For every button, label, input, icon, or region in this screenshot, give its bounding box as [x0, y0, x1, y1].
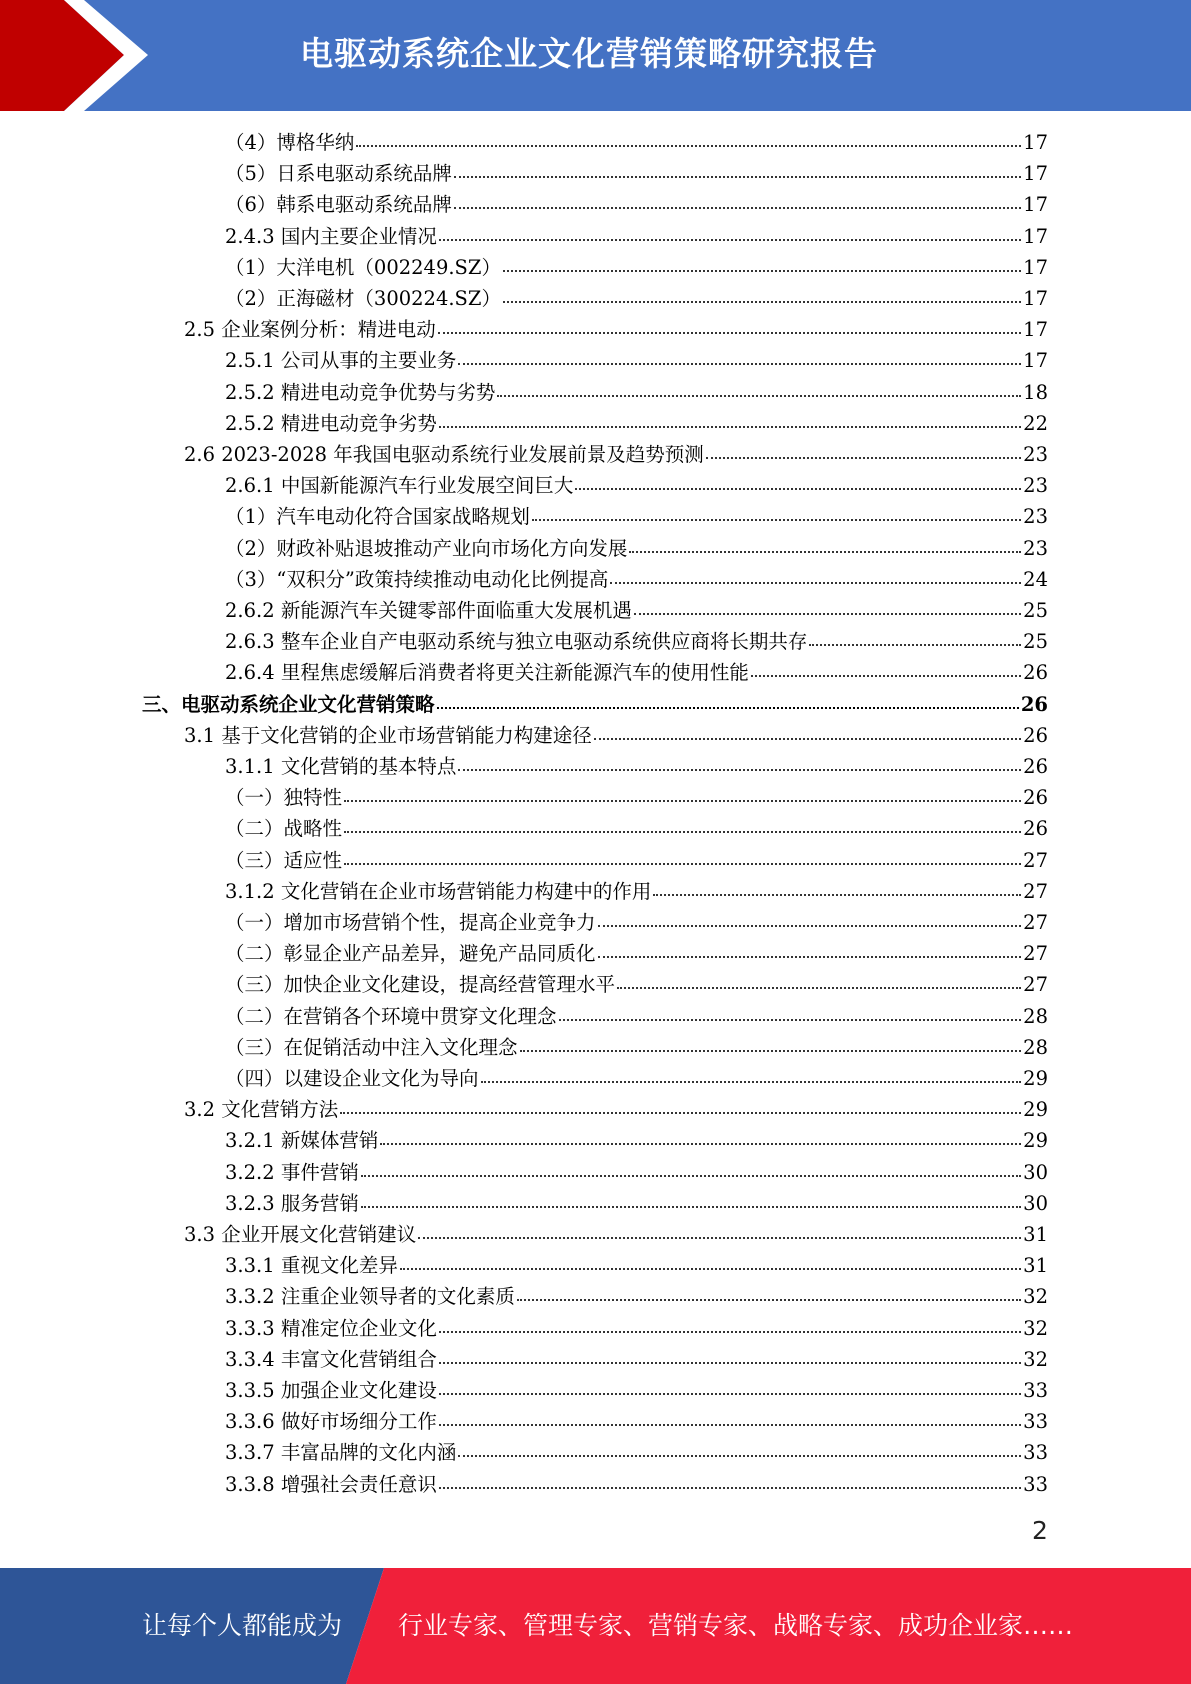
toc-entry-page: 29: [1023, 1067, 1048, 1090]
toc-entry[interactable]: [225, 969, 1048, 1000]
toc-entry-page: 17: [1023, 318, 1048, 342]
toc-entry-label: （5）日系电驱动系统品牌: [225, 162, 452, 186]
toc-entry[interactable]: [225, 252, 1048, 283]
toc-entry[interactable]: [225, 938, 1048, 969]
toc-entry-label: （2）财政补贴退坡推动产业向市场化方向发展: [225, 536, 628, 560]
toc-dot-leader: [559, 1018, 1022, 1021]
toc-entry-label: 3.1.1 文化营销的基本特点: [225, 755, 457, 778]
toc-entry[interactable]: [225, 1469, 1048, 1500]
toc-dot-leader: [575, 487, 1021, 490]
toc-entry[interactable]: [225, 470, 1048, 501]
toc-entry[interactable]: [225, 221, 1048, 252]
toc-entry-page: 17: [1023, 193, 1048, 217]
toc-entry[interactable]: [225, 377, 1048, 408]
toc-entry[interactable]: [225, 782, 1048, 813]
toc-entry-page: 17: [1023, 224, 1048, 248]
toc-dot-leader: [458, 362, 1021, 365]
toc-entry-page: 31: [1023, 1254, 1048, 1278]
toc-dot-leader: [454, 206, 1021, 209]
toc-dot-leader: [497, 394, 1021, 397]
toc-dot-leader: [458, 1454, 1021, 1457]
toc-dot-leader: [344, 799, 1021, 802]
toc-entry-label: 3.3.1 重视文化差异: [225, 1254, 398, 1278]
toc-entry-label: 2.4.3 国内主要企业情况: [225, 224, 437, 248]
toc-entry-label: 3.3.3 精准定位企业文化: [225, 1316, 437, 1340]
toc-entry[interactable]: [225, 1406, 1048, 1437]
toc-entry[interactable]: [225, 1344, 1048, 1375]
toc-entry-label: 3.3.7 丰富品牌的文化内涵: [225, 1441, 457, 1465]
toc-entry-label: （三）在促销活动中注入文化理念: [225, 1035, 518, 1059]
toc-entry-label: （2）正海磁材（300224.SZ）: [225, 287, 501, 310]
toc-entry-label: 2.6 2023-2028 年我国电驱动系统行业发展前景及趋势预测: [184, 443, 704, 466]
toc-dot-leader: [439, 1486, 1021, 1489]
toc-entry-label: （6）韩系电驱动系统品牌: [225, 193, 452, 217]
toc-entry-label: 3.1 基于文化营销的企业市场营销能力构建途径: [184, 723, 592, 747]
toc-dot-leader: [439, 1330, 1021, 1333]
toc-dot-leader: [598, 924, 1022, 927]
toc-entry-label: 3.2.2 事件营销: [225, 1160, 359, 1184]
toc-entry-label: 2.5.1 公司从事的主要业务: [225, 349, 457, 373]
toc-entry-page: 27: [1023, 973, 1048, 997]
toc-entry-page: 29: [1023, 1098, 1048, 1122]
toc-entry-label: （一）独特性: [225, 786, 343, 810]
toc-entry[interactable]: [225, 1063, 1048, 1094]
toc-dot-leader: [517, 1298, 1021, 1301]
toc-entry-page: 27: [1023, 911, 1048, 934]
toc-entry-label: 3.2 文化营销方法: [184, 1098, 339, 1122]
toc-dot-leader: [439, 1423, 1021, 1426]
toc-entry-label: 2.5.2 精进电动竞争优势与劣势: [225, 380, 496, 404]
toc-entry-label: 3.3.5 加强企业文化建设: [225, 1379, 437, 1402]
toc-entry-label: 3.2.3 服务营销: [225, 1191, 359, 1215]
toc-entry-page: 17: [1023, 162, 1048, 186]
toc-entry[interactable]: [225, 813, 1048, 844]
toc-dot-leader: [439, 238, 1021, 241]
toc-dot-leader: [344, 830, 1021, 833]
toc-entry-page: 25: [1023, 599, 1048, 622]
page-header: [0, 0, 1191, 111]
toc-entry-page: 26: [1023, 661, 1048, 685]
toc-entry-label: 3.3.8 增强社会责任意识: [225, 1472, 437, 1496]
toc-entry-label: （二）在营销各个环境中贯穿文化理念: [225, 1004, 557, 1028]
toc-dot-leader: [418, 1236, 1021, 1239]
toc-dot-leader: [340, 1111, 1021, 1114]
toc-entry[interactable]: [184, 314, 1048, 345]
toc-entry-page: 26: [1023, 723, 1048, 747]
toc-entry[interactable]: [225, 1437, 1048, 1468]
toc-entry[interactable]: [225, 876, 1048, 907]
toc-entry-page: 26: [1020, 692, 1048, 716]
toc-entry-page: 31: [1023, 1223, 1048, 1246]
toc-entry[interactable]: [225, 1375, 1048, 1406]
toc-entry[interactable]: [225, 189, 1048, 220]
toc-entry-label: 3.1.2 文化营销在企业市场营销能力构建中的作用: [225, 879, 652, 903]
toc-dot-leader: [361, 1205, 1021, 1208]
toc-entry-label: 3.3.2 注重企业领导者的文化素质: [225, 1285, 515, 1309]
report-title: 电驱动系统企业文化营销策略研究报告: [300, 34, 878, 73]
toc-entry-label: 三、电驱动系统企业文化营销策略: [142, 692, 435, 716]
toc-entry-page: 17: [1023, 255, 1048, 279]
toc-entry[interactable]: [225, 1001, 1048, 1032]
toc-entry[interactable]: [225, 408, 1048, 439]
toc-entry-label: （一）增加市场营销个性，提高企业竞争力: [225, 911, 596, 934]
toc-entry-page: 29: [1023, 1129, 1048, 1153]
toc-entry[interactable]: [225, 1313, 1048, 1344]
toc-entry-page: 28: [1023, 1035, 1048, 1059]
toc-dot-leader: [439, 1392, 1021, 1395]
toc-entry-label: （三）加快企业文化建设，提高经营管理水平: [225, 973, 616, 997]
toc-dot-leader: [706, 456, 1021, 459]
toc-entry[interactable]: [184, 1219, 1048, 1250]
toc-dot-leader: [356, 144, 1021, 147]
toc-dot-leader: [438, 331, 1021, 334]
toc-dot-leader: [598, 955, 1022, 958]
toc-entry-label: 2.5.2 精进电动竞争劣势: [225, 411, 437, 435]
toc-entry-page: 18: [1023, 380, 1048, 404]
toc-entry-page: 24: [1023, 567, 1048, 591]
toc-entry-label: （3）“双积分”政策持续推动电动化比例提高: [225, 567, 609, 591]
toc-entry[interactable]: [225, 564, 1048, 595]
toc-entry[interactable]: [225, 501, 1048, 532]
toc-entry-page: 26: [1023, 786, 1048, 810]
toc-entry-label: （二）战略性: [225, 817, 343, 841]
toc-entry-label: 3.3.6 做好市场细分工作: [225, 1410, 437, 1434]
toc-entry-label: 3.3 企业开展文化营销建议: [184, 1223, 417, 1246]
toc-entry[interactable]: [225, 1188, 1048, 1219]
page-footer: [0, 1568, 1191, 1684]
toc-dot-leader: [751, 674, 1021, 677]
toc-entry-page: 17: [1023, 131, 1048, 154]
toc-entry-page: 33: [1023, 1379, 1048, 1402]
toc-dot-leader: [454, 175, 1021, 178]
toc-entry[interactable]: [225, 626, 1048, 657]
toc-dot-leader: [520, 1049, 1022, 1052]
toc-entry-page: 23: [1023, 505, 1048, 529]
toc-entry-page: 27: [1023, 848, 1048, 872]
toc-dot-leader: [439, 425, 1021, 428]
toc-dot-leader: [503, 269, 1021, 272]
toc-dot-leader: [361, 1174, 1021, 1177]
toc-dot-leader: [481, 1080, 1022, 1083]
toc-dot-leader: [610, 581, 1021, 584]
footer-slogan-right: 行业专家、管理专家、营销专家、战略专家、成功企业家……: [398, 1611, 1074, 1640]
toc-entry[interactable]: [142, 689, 1048, 720]
toc-entry-page: 33: [1023, 1410, 1048, 1434]
toc-entry[interactable]: [225, 533, 1048, 564]
toc-entry-page: 17: [1023, 287, 1048, 310]
toc-entry-label: 2.6.3 整车企业自产电驱动系统与独立电驱动系统供应商将长期共存: [225, 630, 808, 654]
toc-entry-label: 2.6.4 里程焦虑缓解后消费者将更关注新能源汽车的使用性能: [225, 661, 749, 685]
toc-entry[interactable]: [184, 1094, 1048, 1125]
toc-entry-page: 17: [1023, 349, 1048, 373]
toc-dot-leader: [458, 768, 1021, 771]
toc-entry[interactable]: [225, 1250, 1048, 1281]
toc-dot-leader: [437, 706, 1019, 709]
toc-dot-leader: [809, 643, 1021, 646]
toc-entry-label: 3.2.1 新媒体营销: [225, 1129, 379, 1153]
toc-entry-label: （二）彰显企业产品差异，避免产品同质化: [225, 942, 596, 966]
toc-dot-leader: [617, 986, 1021, 989]
toc-entry-page: 23: [1023, 474, 1048, 498]
toc-entry[interactable]: [225, 1032, 1048, 1063]
toc-entry-label: 2.5 企业案例分析：精进电动: [184, 318, 436, 342]
toc-entry[interactable]: [225, 907, 1048, 938]
toc-entry-page: 27: [1023, 879, 1048, 903]
toc-dot-leader: [629, 550, 1021, 553]
toc-entry[interactable]: [225, 751, 1048, 782]
toc-entry-page: 26: [1023, 817, 1048, 841]
toc-entry-page: 30: [1023, 1191, 1048, 1215]
toc-dot-leader: [532, 518, 1021, 521]
footer-slogan-left: 让每个人都能成为: [142, 1611, 343, 1640]
toc-entry-label: （4）博格华纳: [225, 131, 355, 154]
toc-entry-label: （1）大洋电机（002249.SZ）: [225, 255, 501, 279]
toc-entry-page: 33: [1023, 1472, 1048, 1496]
toc-entry-label: （三）适应性: [225, 848, 343, 872]
toc-dot-leader: [594, 737, 1021, 740]
toc-entry-label: （四）以建设企业文化为导向: [225, 1067, 479, 1090]
toc-entry[interactable]: [225, 595, 1048, 626]
toc-entry[interactable]: [225, 845, 1048, 876]
toc-entry[interactable]: [225, 1281, 1048, 1312]
toc-entry-page: 25: [1023, 630, 1048, 654]
toc-entry-page: 33: [1023, 1441, 1048, 1465]
toc-entry-page: 32: [1023, 1347, 1048, 1371]
toc-entry[interactable]: [225, 283, 1048, 314]
toc-dot-leader: [634, 612, 1021, 615]
toc-dot-leader: [503, 300, 1021, 303]
toc-entry-page: 26: [1023, 755, 1048, 778]
toc-entry-page: 23: [1023, 536, 1048, 560]
toc-dot-leader: [400, 1267, 1021, 1270]
toc-entry-page: 32: [1023, 1316, 1048, 1340]
page-number: 2: [1032, 1516, 1048, 1545]
toc-entry-label: 2.6.2 新能源汽车关键零部件面临重大发展机遇: [225, 599, 632, 622]
toc-entry-label: 3.3.4 丰富文化营销组合: [225, 1347, 437, 1371]
toc-entry[interactable]: [225, 158, 1048, 189]
toc-entry[interactable]: [225, 127, 1048, 158]
toc-entry-page: 28: [1023, 1004, 1048, 1028]
toc-entry-page: 32: [1023, 1285, 1048, 1309]
toc-entry[interactable]: [225, 657, 1048, 688]
toc-entry[interactable]: [225, 345, 1048, 376]
toc-entry[interactable]: [225, 1157, 1048, 1188]
toc-entry-page: 30: [1023, 1160, 1048, 1184]
toc-dot-leader: [439, 1361, 1021, 1364]
toc-entry-label: （1）汽车电动化符合国家战略规划: [225, 505, 530, 529]
toc-dot-leader: [344, 862, 1021, 865]
toc-entry-page: 22: [1023, 411, 1048, 435]
toc-entry[interactable]: [225, 1125, 1048, 1156]
toc-entry[interactable]: [184, 439, 1048, 470]
toc-dot-leader: [380, 1142, 1021, 1145]
toc-dot-leader: [653, 893, 1021, 896]
toc-entry-label: 2.6.1 中国新能源汽车行业发展空间巨大: [225, 474, 574, 498]
toc-entry-page: 23: [1023, 443, 1048, 466]
toc-entry-page: 27: [1023, 942, 1048, 966]
toc-entry[interactable]: [184, 720, 1048, 751]
